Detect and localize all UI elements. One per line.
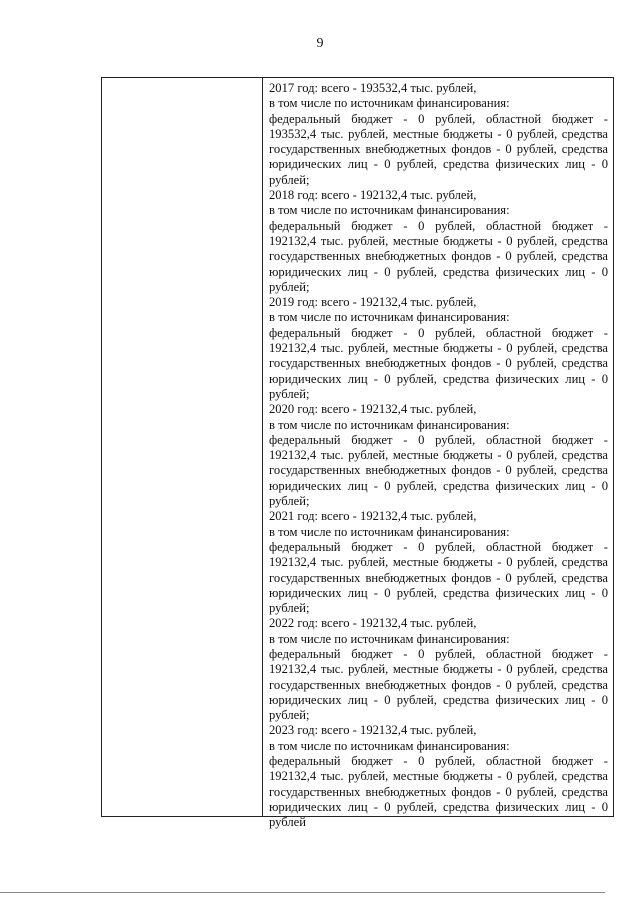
funding-detail-line: юридических лиц - 0 рублей, средства физических лиц - 0 <box>269 799 608 814</box>
funding-year-block <box>269 81 608 188</box>
funding-table <box>101 77 614 830</box>
funding-detail-line: 192132,4 тыс. рублей, местные бюджеты - 0 рублей, средства <box>269 341 608 356</box>
footer-divider <box>0 892 605 893</box>
sources-label: в том числе по источникам финансирования: <box>269 417 510 432</box>
funding-detail-line: 192132,4 тыс. рублей, местные бюджеты - 0 рублей, средства <box>269 233 608 248</box>
funding-year-block <box>269 616 608 723</box>
funding-detail-line: 192132,4 тыс. рублей, местные бюджеты - 0 рублей, средства <box>269 769 608 784</box>
funding-year-block <box>269 723 608 830</box>
funding-detail-last-line: рублей; <box>269 601 310 616</box>
funding-detail-line: юридических лиц - 0 рублей, средства физических лиц - 0 <box>269 585 608 600</box>
funding-detail-line: федеральный бюджет - 0 рублей, областной бюджет - <box>269 325 608 340</box>
sources-label: в том числе по источникам финансирования: <box>269 310 510 325</box>
funding-detail-line: юридических лиц - 0 рублей, средства физических лиц - 0 <box>269 371 608 386</box>
funding-detail-line: федеральный бюджет - 0 рублей, областной бюджет - <box>269 646 608 661</box>
funding-year-block <box>269 188 608 295</box>
funding-detail-line: юридических лиц - 0 рублей, средства физических лиц - 0 <box>269 264 608 279</box>
page-number: 9 <box>316 36 324 51</box>
funding-detail-last-line: рублей; <box>269 172 310 187</box>
funding-detail-last-line: рублей <box>269 815 306 830</box>
funding-detail-line: юридических лиц - 0 рублей, средства физических лиц - 0 <box>269 692 608 707</box>
sources-label: в том числе по источникам финансирования: <box>269 96 510 111</box>
funding-years-list <box>269 81 608 831</box>
funding-detail-line: федеральный бюджет - 0 рублей, областной бюджет - <box>269 111 608 126</box>
funding-detail-line: государственных внебюджетных фондов - 0 рублей, средства <box>269 249 608 264</box>
funding-detail-line: 193532,4 тыс. рублей, местные бюджеты - 0 рублей, средства <box>269 126 608 141</box>
funding-detail-last-line: рублей; <box>269 494 310 509</box>
year-total-line: 2022 год: всего - 192132,4 тыс. рублей, <box>269 616 477 631</box>
funding-detail-line: государственных внебюджетных фондов - 0 рублей, средства <box>269 784 608 799</box>
funding-detail-line: государственных внебюджетных фондов - 0 рублей, средства <box>269 570 608 585</box>
funding-year-block <box>269 402 608 509</box>
year-total-line: 2017 год: всего - 193532,4 тыс. рублей, <box>269 81 477 95</box>
sources-label: в том числе по источникам финансирования: <box>269 631 510 646</box>
year-total-line: 2018 год: всего - 192132,4 тыс. рублей, <box>269 188 477 203</box>
funding-detail-line: юридических лиц - 0 рублей, средства физических лиц - 0 <box>269 478 608 493</box>
sources-label: в том числе по источникам финансирования: <box>269 738 510 753</box>
funding-year-block <box>269 509 608 616</box>
sources-label: в том числе по источникам финансирования: <box>269 203 510 218</box>
funding-detail-line: 192132,4 тыс. рублей, местные бюджеты - 0 рублей, средства <box>269 555 608 570</box>
year-total-line: 2019 год: всего - 192132,4 тыс. рублей, <box>269 295 477 310</box>
funding-year-block <box>269 295 608 402</box>
sources-label: в том числе по источникам финансирования: <box>269 524 510 539</box>
funding-detail-line: 192132,4 тыс. рублей, местные бюджеты - 0 рублей, средства <box>269 448 608 463</box>
funding-detail-last-line: рублей; <box>269 386 310 401</box>
funding-detail-line: государственных внебюджетных фондов - 0 рублей, средства <box>269 356 608 371</box>
funding-detail-line: 192132,4 тыс. рублей, местные бюджеты - 0 рублей, средства <box>269 662 608 677</box>
funding-detail-line: федеральный бюджет - 0 рублей, областной бюджет - <box>269 539 608 554</box>
funding-detail-line: федеральный бюджет - 0 рублей, областной бюджет - <box>269 218 608 233</box>
funding-detail-line: юридических лиц - 0 рублей, средства физических лиц - 0 <box>269 157 608 172</box>
funding-details-cell <box>264 78 613 830</box>
year-total-line: 2021 год: всего - 192132,4 тыс. рублей, <box>269 509 477 524</box>
funding-detail-line: федеральный бюджет - 0 рублей, областной бюджет - <box>269 432 608 447</box>
year-total-line: 2023 год: всего - 192132,4 тыс. рублей, <box>269 723 477 738</box>
table-label-cell <box>102 78 263 816</box>
funding-detail-line: федеральный бюджет - 0 рублей, областной бюджет - <box>269 754 608 769</box>
year-total-line: 2020 год: всего - 192132,4 тыс. рублей, <box>269 402 477 417</box>
funding-detail-line: государственных внебюджетных фондов - 0 рублей, средства <box>269 142 608 157</box>
funding-detail-line: государственных внебюджетных фондов - 0 рублей, средства <box>269 677 608 692</box>
funding-detail-last-line: рублей; <box>269 279 310 294</box>
funding-detail-last-line: рублей; <box>269 708 310 723</box>
funding-detail-line: государственных внебюджетных фондов - 0 рублей, средства <box>269 463 608 478</box>
